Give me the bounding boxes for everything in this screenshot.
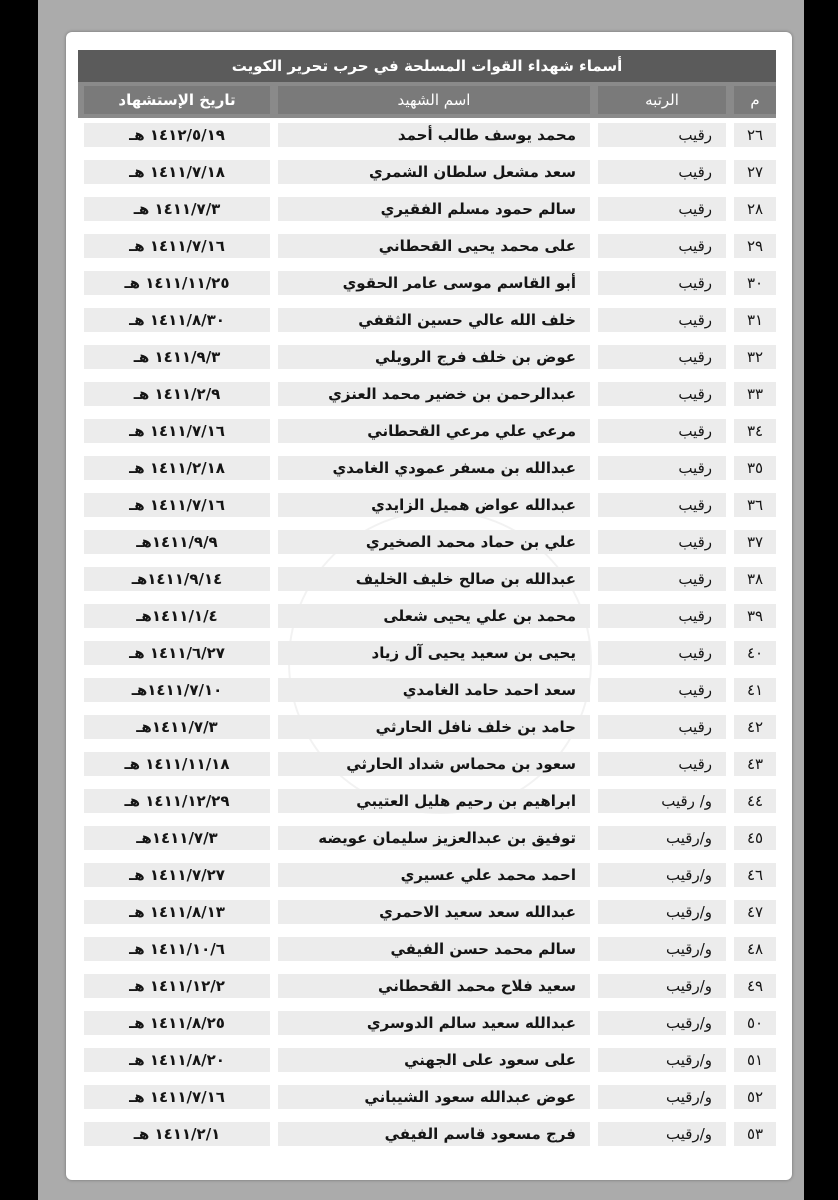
table-row <box>78 564 776 594</box>
row-rank: و/رقيب <box>598 1048 726 1072</box>
row-rank: رقيب <box>598 604 726 628</box>
row-date: ١٤١١/١٠/٦ هـ <box>84 937 270 961</box>
table-title: أسماء شهداء القوات المسلحة في حرب تحرير الكويت <box>78 50 776 82</box>
row-name: عبدالله عواض هميل الزايدي <box>278 493 590 517</box>
row-number: ٣٢ <box>734 345 776 369</box>
table-row <box>78 305 776 335</box>
row-date: ١٤١١/٧/١٦ هـ <box>84 419 270 443</box>
table-row <box>78 120 776 150</box>
row-number: ٤٨ <box>734 937 776 961</box>
row-date: ١٤١١/٩/٣ هـ <box>84 345 270 369</box>
table-row <box>78 231 776 261</box>
row-number: ٤٠ <box>734 641 776 665</box>
table-row <box>78 194 776 224</box>
row-date: ١٤١١/٧/٢٧ هـ <box>84 863 270 887</box>
table-row <box>78 1082 776 1112</box>
table-row <box>78 379 776 409</box>
row-date: ١٤١٢/٥/١٩ هـ <box>84 123 270 147</box>
row-number: ٤٦ <box>734 863 776 887</box>
row-name: محمد بن علي يحيى شعلى <box>278 604 590 628</box>
row-date: ١٤١١/٨/٢٠ هـ <box>84 1048 270 1072</box>
table-row <box>78 342 776 372</box>
martyrs-table <box>78 50 776 1160</box>
table-row <box>78 1045 776 1075</box>
row-name: عبدالله سعد سعيد الاحمري <box>278 900 590 924</box>
row-rank: رقيب <box>598 271 726 295</box>
row-rank: رقيب <box>598 197 726 221</box>
header-rank: الرتبه <box>598 86 726 114</box>
row-number: ٤٩ <box>734 974 776 998</box>
row-rank: رقيب <box>598 160 726 184</box>
row-name: ابراهيم بن رحيم هليل العتيبي <box>278 789 590 813</box>
row-rank: و/رقيب <box>598 863 726 887</box>
row-number: ٢٧ <box>734 160 776 184</box>
row-date: ١٤١١/٨/٣٠ هـ <box>84 308 270 332</box>
row-name: علي بن حماد محمد الصخيري <box>278 530 590 554</box>
row-date: ١٤١١/١١/٢٥ هـ <box>84 271 270 295</box>
row-date: ١٤١١/٩/١٤هـ <box>84 567 270 591</box>
row-number: ٤٣ <box>734 752 776 776</box>
row-name: عبدالرحمن بن خضير محمد العنزي <box>278 382 590 406</box>
table-row <box>78 712 776 742</box>
row-name: عبدالله بن مسفر عمودي الغامدي <box>278 456 590 480</box>
row-number: ٣٤ <box>734 419 776 443</box>
row-date: ١٤١١/٧/٣هـ <box>84 715 270 739</box>
table-row <box>78 1008 776 1038</box>
row-number: ٢٩ <box>734 234 776 258</box>
table-row <box>78 268 776 298</box>
row-name: سعود بن محماس شداد الحارثي <box>278 752 590 776</box>
row-name: سعيد فلاح محمد القحطاني <box>278 974 590 998</box>
header-date: تاريخ الإستشهاد <box>84 86 270 114</box>
row-rank: رقيب <box>598 345 726 369</box>
row-name: سالم حمود مسلم الفقيري <box>278 197 590 221</box>
row-number: ٣٣ <box>734 382 776 406</box>
row-date: ١٤١١/١٢/٢ هـ <box>84 974 270 998</box>
row-rank: رقيب <box>598 567 726 591</box>
row-rank: و/رقيب <box>598 937 726 961</box>
row-name: عوض بن خلف فرج الرويلي <box>278 345 590 369</box>
row-date: ١٤١١/٢/٩ هـ <box>84 382 270 406</box>
table-row <box>78 675 776 705</box>
table-row <box>78 638 776 668</box>
row-rank: رقيب <box>598 715 726 739</box>
table-row <box>78 860 776 890</box>
row-date: ١٤١١/١٢/٢٩ هـ <box>84 789 270 813</box>
row-rank: رقيب <box>598 678 726 702</box>
row-name: عبدالله بن صالح خليف الخليف <box>278 567 590 591</box>
row-rank: و/رقيب <box>598 1011 726 1035</box>
row-date: ١٤١١/٧/١٨ هـ <box>84 160 270 184</box>
row-date: ١٤١١/٧/١٠هـ <box>84 678 270 702</box>
row-name: توفيق بن عبدالعزيز سليمان عويضه <box>278 826 590 850</box>
row-rank: و/رقيب <box>598 1122 726 1146</box>
row-rank: رقيب <box>598 382 726 406</box>
table-row <box>78 490 776 520</box>
row-name: سعد مشعل سلطان الشمري <box>278 160 590 184</box>
row-number: ٣٠ <box>734 271 776 295</box>
row-name: احمد محمد علي عسيري <box>278 863 590 887</box>
row-number: ٣١ <box>734 308 776 332</box>
row-number: ٥١ <box>734 1048 776 1072</box>
row-number: ٣٩ <box>734 604 776 628</box>
row-rank: رقيب <box>598 530 726 554</box>
table-row <box>78 157 776 187</box>
row-name: أبو القاسم موسى عامر الحقوي <box>278 271 590 295</box>
row-rank: و/رقيب <box>598 974 726 998</box>
row-number: ٤٧ <box>734 900 776 924</box>
row-date: ١٤١١/٧/١٦ هـ <box>84 1085 270 1109</box>
table-row <box>78 527 776 557</box>
row-date: ١٤١١/٩/٩هـ <box>84 530 270 554</box>
row-rank: رقيب <box>598 493 726 517</box>
row-name: عبدالله سعيد سالم الدوسري <box>278 1011 590 1035</box>
row-number: ٤٤ <box>734 789 776 813</box>
row-date: ١٤١١/١١/١٨ هـ <box>84 752 270 776</box>
row-date: ١٤١١/٧/٣هـ <box>84 826 270 850</box>
table-row <box>78 1119 776 1149</box>
table-row <box>78 934 776 964</box>
row-date: ١٤١١/٨/١٣ هـ <box>84 900 270 924</box>
row-name: سالم محمد حسن الفيفي <box>278 937 590 961</box>
row-number: ٥٠ <box>734 1011 776 1035</box>
row-rank: و/رقيب <box>598 1085 726 1109</box>
header-number: م <box>734 86 776 114</box>
row-rank: و/ رقيب <box>598 789 726 813</box>
row-rank: رقيب <box>598 419 726 443</box>
header-name: اسم الشهيد <box>278 86 590 114</box>
table-row <box>78 601 776 631</box>
table-row <box>78 453 776 483</box>
row-number: ٤٢ <box>734 715 776 739</box>
row-number: ٥٣ <box>734 1122 776 1146</box>
row-date: ١٤١١/٢/١٨ هـ <box>84 456 270 480</box>
row-date: ١٤١١/٧/٣ هـ <box>84 197 270 221</box>
row-name: على سعود على الجهني <box>278 1048 590 1072</box>
row-number: ٣٧ <box>734 530 776 554</box>
table-row <box>78 416 776 446</box>
row-number: ٣٨ <box>734 567 776 591</box>
row-name: على محمد يحيى القحطاني <box>278 234 590 258</box>
row-rank: رقيب <box>598 308 726 332</box>
row-date: ١٤١١/٢/١ هـ <box>84 1122 270 1146</box>
row-name: خلف الله عالي حسين الثقفي <box>278 308 590 332</box>
row-name: مرعي علي مرعي القحطاني <box>278 419 590 443</box>
row-rank: و/رقيب <box>598 826 726 850</box>
row-number: ٣٦ <box>734 493 776 517</box>
row-date: ١٤١١/٧/١٦ هـ <box>84 234 270 258</box>
row-number: ٤٥ <box>734 826 776 850</box>
row-name: يحيى بن سعيد يحيى آل زياد <box>278 641 590 665</box>
row-date: ١٤١١/٨/٢٥ هـ <box>84 1011 270 1035</box>
table-row <box>78 749 776 779</box>
row-number: ٤١ <box>734 678 776 702</box>
row-name: سعد احمد حامد الغامدي <box>278 678 590 702</box>
table-row <box>78 823 776 853</box>
table-row <box>78 786 776 816</box>
row-number: ٢٦ <box>734 123 776 147</box>
row-name: عوض عبدالله سعود الشيباني <box>278 1085 590 1109</box>
row-number: ٣٥ <box>734 456 776 480</box>
row-rank: رقيب <box>598 234 726 258</box>
row-rank: رقيب <box>598 641 726 665</box>
row-date: ١٤١١/٧/١٦ هـ <box>84 493 270 517</box>
row-name: فرج مسعود قاسم الفيفي <box>278 1122 590 1146</box>
row-number: ٢٨ <box>734 197 776 221</box>
table-header-row <box>78 82 776 118</box>
table-row <box>78 971 776 1001</box>
row-rank: رقيب <box>598 752 726 776</box>
row-date: ١٤١١/٦/٢٧ هـ <box>84 641 270 665</box>
row-name: حامد بن خلف نافل الحارثي <box>278 715 590 739</box>
row-rank: رقيب <box>598 123 726 147</box>
row-number: ٥٢ <box>734 1085 776 1109</box>
row-name: محمد يوسف طالب أحمد <box>278 123 590 147</box>
row-rank: رقيب <box>598 456 726 480</box>
table-row <box>78 897 776 927</box>
row-date: ١٤١١/١/٤هـ <box>84 604 270 628</box>
row-rank: و/رقيب <box>598 900 726 924</box>
